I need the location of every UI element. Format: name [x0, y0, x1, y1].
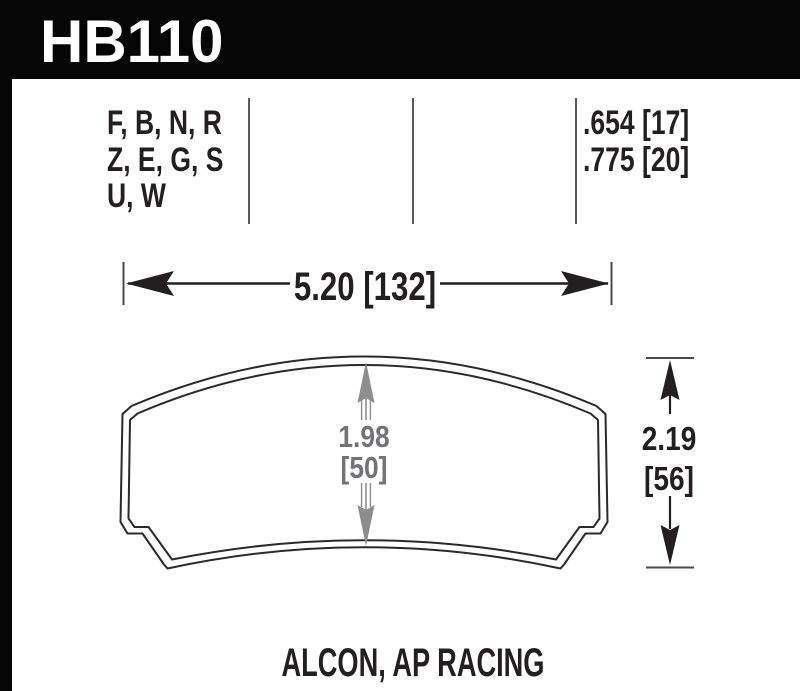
overall-width-label: 5.20 [132]	[293, 265, 437, 309]
pad-thickness-line: .775 [20]	[583, 140, 690, 179]
applications-text: ALCON, AP RACING	[281, 641, 545, 685]
spec-column-dividers	[249, 98, 576, 224]
pad-depth-inches: 1.98	[338, 419, 390, 454]
pad-thickness-line: .654 [17]	[583, 104, 690, 142]
pad-depth-mm: [50]	[340, 450, 388, 485]
pad-thickness-column	[583, 105, 689, 178]
compound-codes-line: F, B, N, R	[107, 104, 222, 142]
pad-depth-label	[338, 421, 389, 483]
compound-codes-line: Z, E, G, S	[107, 140, 224, 179]
overall-height-inches: 2.19	[641, 420, 697, 457]
part-number-title: HB110	[40, 8, 224, 75]
overall-height-mm: [56]	[644, 460, 694, 497]
compound-codes-line: U, W	[107, 177, 166, 216]
overall-height-label	[642, 419, 697, 499]
compound-codes-column	[107, 105, 223, 215]
